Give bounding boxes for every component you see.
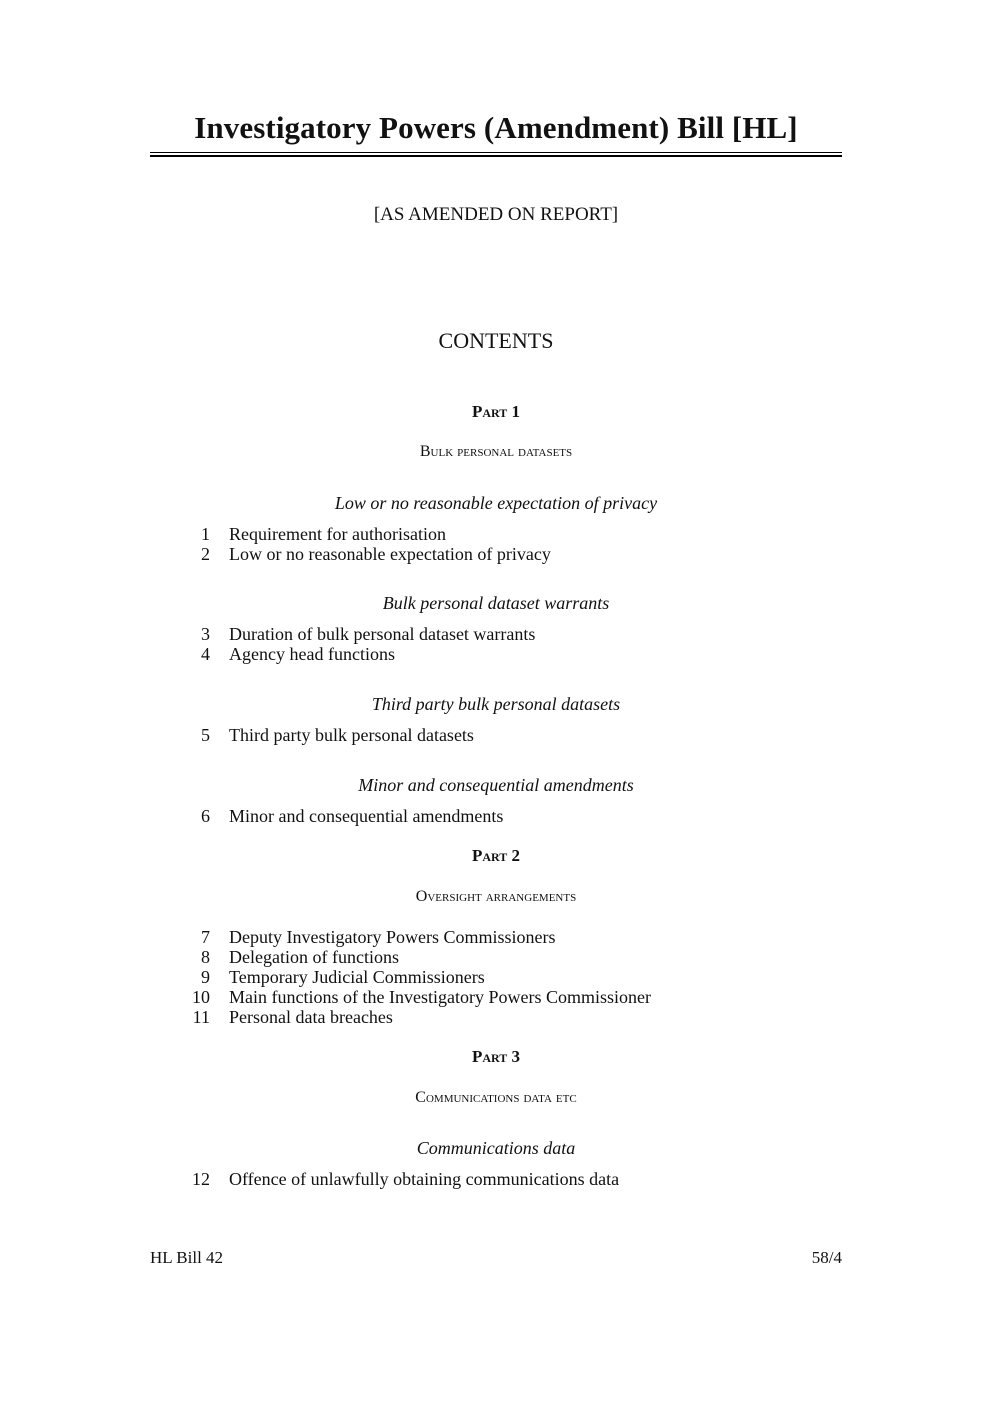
part-1-title: Bulk personal datasets (419, 443, 573, 460)
crossheading: Third party bulk personal datasets (371, 694, 621, 714)
clause-number: 8 (201, 947, 210, 967)
toc-entry[interactable] (170, 524, 770, 544)
clause-number: 4 (201, 644, 210, 664)
toc-entry[interactable] (170, 624, 770, 644)
clause-number: 1 (201, 524, 210, 544)
clause-title: Duration of bulk personal dataset warrants (229, 624, 536, 644)
clause-title: Main functions of the Investigatory Powers Commissioner (229, 987, 651, 1007)
title-rule-thick (150, 155, 842, 157)
toc-entry[interactable] (170, 1169, 770, 1189)
crossheading: Minor and consequential amendments (358, 775, 634, 795)
clause-title: Personal data breaches (229, 1007, 393, 1027)
toc-entry[interactable] (170, 927, 770, 947)
toc-entry[interactable] (170, 725, 770, 745)
clause-title: Temporary Judicial Commissioners (229, 967, 485, 987)
clause-number: 6 (201, 806, 210, 826)
toc-entry[interactable] (170, 947, 770, 967)
clause-title: Requirement for authorisation (229, 524, 446, 544)
clause-title: Low or no reasonable expectation of privacy (229, 544, 551, 564)
bill-number: HL Bill 42 (150, 1248, 224, 1267)
crossheading: Communications data (416, 1138, 576, 1158)
clause-number: 12 (192, 1169, 210, 1189)
toc-entry[interactable] (170, 806, 770, 826)
toc-entry[interactable] (170, 544, 770, 564)
bill-status: [AS AMENDED ON REPORT] (373, 204, 619, 225)
clause-number: 10 (192, 987, 210, 1007)
toc-entry[interactable] (170, 987, 770, 1007)
clause-number: 9 (201, 967, 210, 987)
toc-entry[interactable] (170, 644, 770, 664)
bill-title: Investigatory Powers (Amendment) Bill [HL] (194, 110, 798, 145)
part-3-label: Part 3 (471, 1047, 521, 1066)
clause-title: Agency head functions (229, 644, 395, 664)
part-1-label: Part 1 (471, 402, 521, 421)
clause-number: 3 (201, 624, 210, 644)
part-2-label: Part 2 (471, 846, 521, 865)
crossheading: Low or no reasonable expectation of privacy (334, 493, 658, 513)
contents-heading: CONTENTS (438, 328, 554, 353)
clause-number: 2 (201, 544, 210, 564)
title-rule-thin (150, 152, 842, 153)
clause-title: Minor and consequential amendments (229, 806, 504, 826)
clause-number: 11 (192, 1007, 210, 1027)
clause-title: Deputy Investigatory Powers Commissioners (229, 927, 556, 947)
crossheading: Bulk personal dataset warrants (382, 593, 610, 613)
toc-entry[interactable] (170, 1007, 770, 1027)
print-reference: 58/4 (811, 1248, 842, 1267)
clause-number: 5 (201, 725, 210, 745)
clause-title: Delegation of functions (229, 947, 399, 967)
clause-title: Third party bulk personal datasets (229, 725, 474, 745)
clause-number: 7 (201, 927, 210, 947)
part-2-title: Oversight arrangements (415, 888, 577, 905)
clause-title: Offence of unlawfully obtaining communications data (229, 1169, 620, 1189)
part-3-title: Communications data etc (415, 1089, 577, 1106)
toc-entry[interactable] (170, 967, 770, 987)
